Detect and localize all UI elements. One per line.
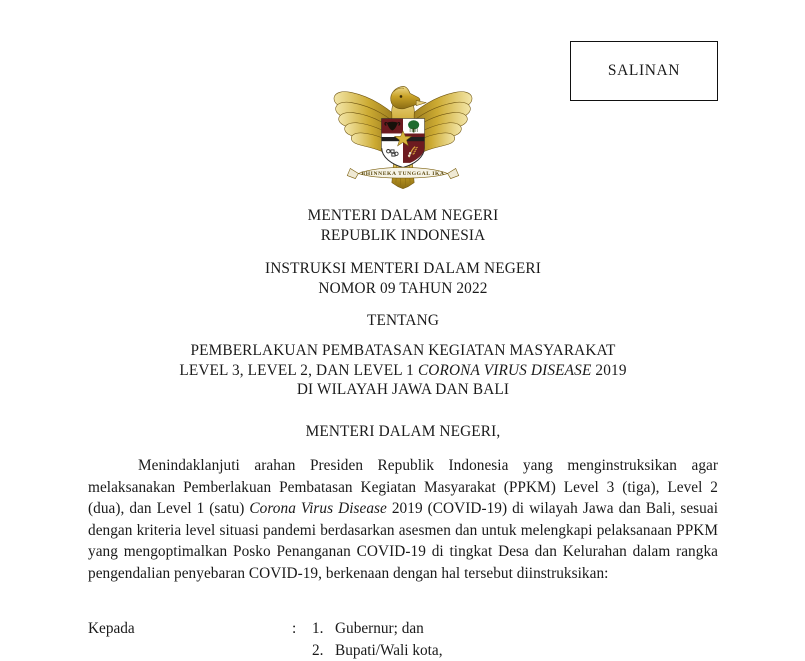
recipients-row (88, 618, 718, 661)
emblem-container (0, 74, 805, 196)
recipient-text: Gubernur; dan (335, 620, 424, 637)
subject-line-1: PEMBERLAKUAN PEMBATASAN KEGIATAN MASYARAKAT (190, 342, 616, 359)
signatory-heading-text: MENTERI DALAM NEGERI, (305, 423, 501, 440)
ministry-line-2: REPUBLIK INDONESIA (320, 226, 486, 244)
subject-line-2-prefix: LEVEL 3, LEVEL 2, DAN LEVEL 1 (179, 361, 418, 379)
recipient-number: 2. (312, 641, 324, 659)
subject-title (88, 341, 718, 400)
signatory-heading (88, 422, 718, 442)
subject-line-2-italic: CORONA VIRUS DISEASE (417, 361, 592, 379)
subject-line-3: DI WILAYAH JAWA DAN BALI (296, 381, 510, 398)
subject-line-2-suffix: 2019 (591, 361, 627, 379)
ministry-line-1: MENTERI DALAM NEGERI (307, 207, 499, 224)
recipient-text: Bupati/Wali kota, (335, 641, 443, 659)
garuda-pancasila-emblem (327, 74, 479, 196)
preamble-paragraph (88, 455, 718, 585)
preamble-part-2: 2019 (COVID-19) di wilayah Jawa dan Bali, sesuai dengan kriteria level situasi pandemi berdasarkan asesmen dan untuk melengkapi pelaksanaan PPKM yang mengoptimalkan Posko Penanganan COVID-19 di tingkat Desa dan Kelurahan dalam rangka pengendalian penyebaran COVID-19, berkenaan dengan hal tersebut diinstruksikan: (88, 500, 718, 582)
preamble-italic-1: Corona Virus Disease (249, 500, 387, 518)
recipients-list (312, 618, 718, 661)
about-label-text: TENTANG (366, 312, 440, 329)
instruction-heading (88, 259, 718, 298)
recipients-colon: : (292, 620, 297, 637)
subject-line-2 (88, 361, 718, 381)
about-label (88, 311, 718, 331)
list-item (312, 640, 718, 661)
preamble-part-1: Menindaklanjuti arahan Presiden Republik Indonesia yang menginstruksikan agar melaksanakan Pemberlakuan Pembatasan Kegiatan Masyarakat (PPKM) Level 3 (tiga), Level 2 (dua), dan Level 1 (satu) (88, 457, 718, 518)
recipients-label: Kepada (88, 620, 135, 637)
recipients-block (88, 618, 718, 661)
list-item (312, 618, 718, 640)
recipient-number: 1. (312, 620, 324, 637)
salinan-label: SALINAN (607, 62, 681, 79)
emblem-motto-text: BHINNEKA TUNGGAL IKA (360, 171, 445, 178)
instruction-number: NOMOR 09 TAHUN 2022 (318, 279, 488, 297)
ministry-heading (88, 206, 718, 245)
instruction-line-1: INSTRUKSI MENTERI DALAM NEGERI (264, 260, 541, 277)
